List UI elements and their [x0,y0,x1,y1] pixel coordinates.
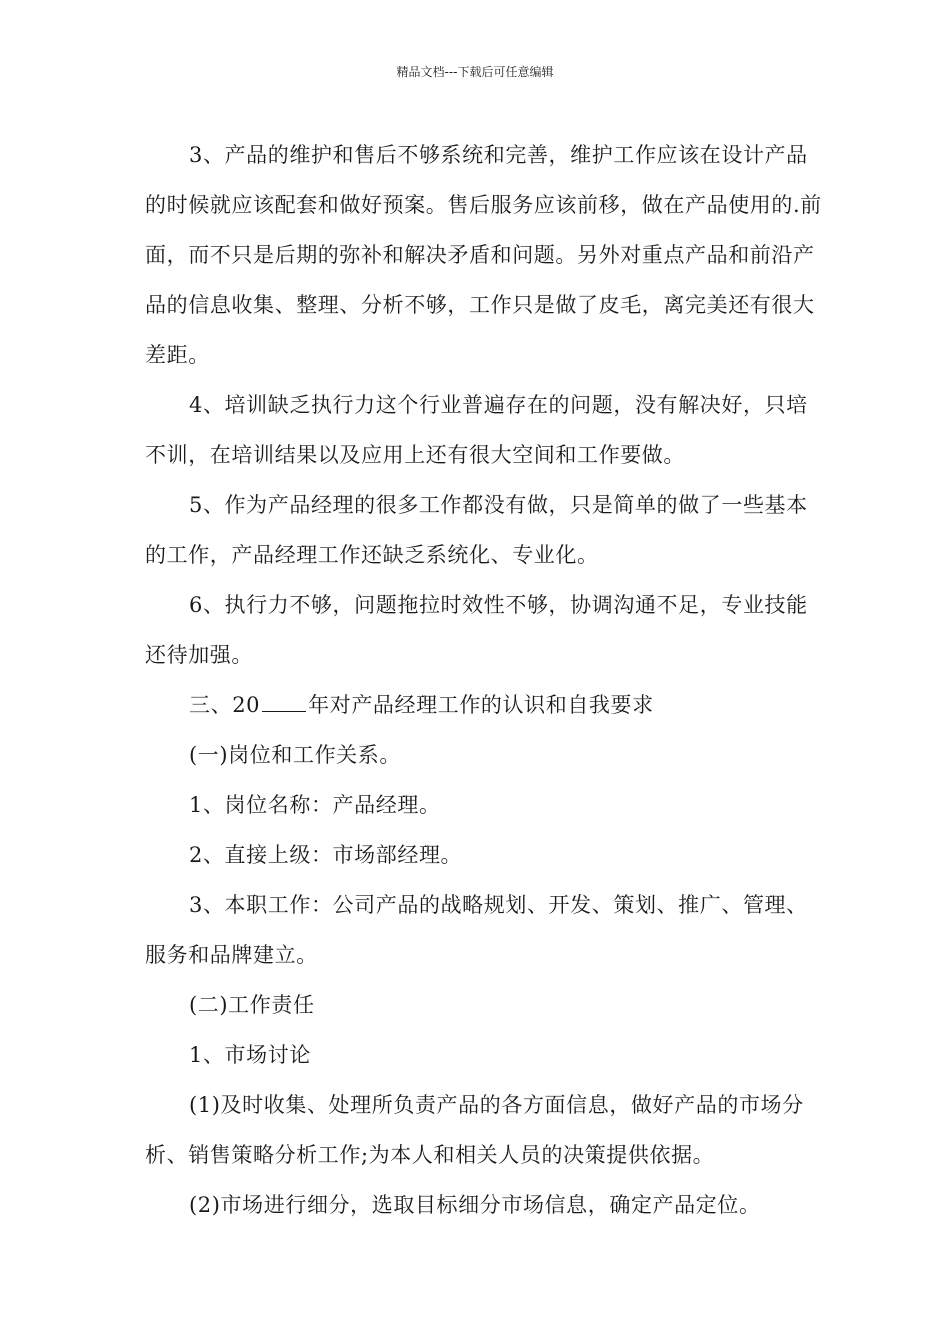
subheading-responsibilities: (二)工作责任 [189,993,315,1017]
item-core-duties: 3、本职工作：公司产品的战略规划、开发、策划、推广、管理、服务和品牌建立。 [145,893,808,967]
section-heading-prefix: 三、20 [189,693,261,717]
paragraph-issue-4: 4、培训缺乏执行力这个行业普遍存在的问题，没有解决好，只培不训，在培训结果以及应用上还有很大空间和工作要做。 [145,393,808,467]
subheading-position-relations: (一)岗位和工作关系。 [189,743,401,767]
item-research-point-1: (1)及时收集、处理所负责产品的各方面信息，做好产品的市场分析、销售策略分析工作;为本人和相关人员的决策提供依据。 [145,1093,804,1167]
section-heading-3 [145,680,825,730]
section-heading-suffix: 年对产品经理工作的认识和自我要求 [308,693,654,717]
item-research-point-2: (2)市场进行细分，选取目标细分市场信息，确定产品定位。 [189,1193,761,1217]
item-position-name: 1、岗位名称：产品经理。 [189,793,441,817]
page-header: 精品文档---下载后可任意编辑 [396,65,554,79]
document-body [145,130,825,1230]
paragraph-issue-6: 6、执行力不够，问题拖拉时效性不够，协调沟通不足，专业技能还待加强。 [145,593,808,667]
item-market-research: 1、市场讨论 [189,1043,311,1067]
paragraph-issue-5: 5、作为产品经理的很多工作都没有做，只是简单的做了一些基本的工作，产品经理工作还缺乏系统化、专业化。 [145,493,808,567]
paragraph-issue-3: 3、产品的维护和售后不够系统和完善，维护工作应该在设计产品的时候就应该配套和做好预案。售后服务应该前移，做在产品使用的.前面，而不只是后期的弥补和解决矛盾和问题。另外对重点产品和前沿产品的信息收集、整理、分析不够，工作只是做了皮毛，离完美还有很大差距。 [145,143,822,367]
year-blank [262,693,306,712]
item-direct-superior: 2、直接上级：市场部经理。 [189,843,463,867]
